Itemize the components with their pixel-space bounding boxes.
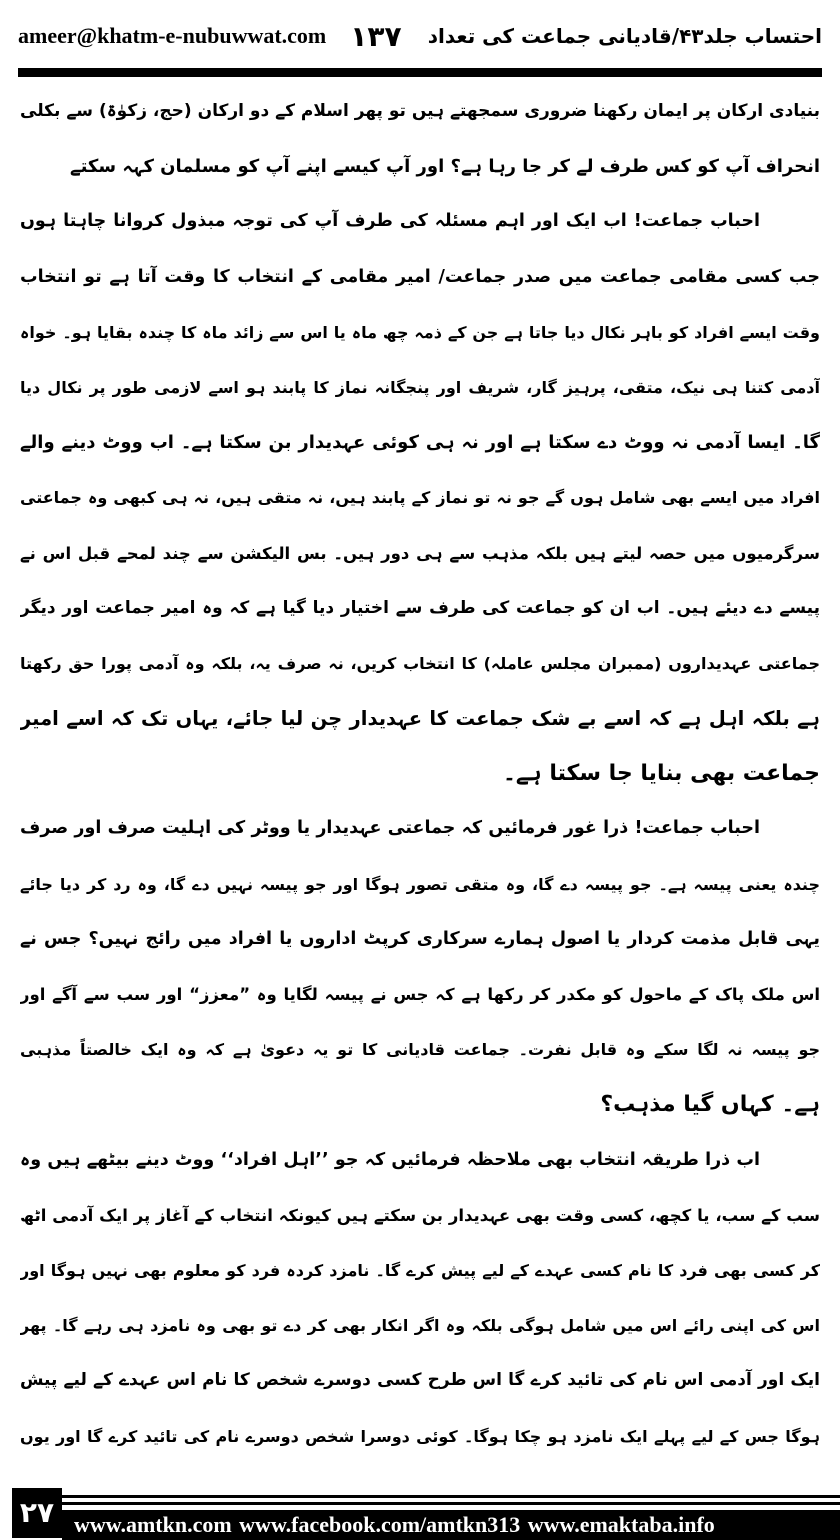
text-line: جب کسی مقامی جماعت میں صدر جماعت/ امیر مقامی کے انتخاب کا وقت آتا ہے تو انتخاب — [20, 266, 820, 287]
paragraph-start-line: اب ذرا طریقہ انتخاب بھی ملاحظہ فرمائیں کہ جو ’’اہل افراد‘‘ ووٹ دینے بیٹھے ہیں وہ — [20, 1149, 760, 1170]
footer-rule — [62, 1502, 840, 1505]
header-email: ameer@khatm-e-nubuwwat.com — [18, 23, 327, 48]
text-line: سرگرمیوں میں حصہ لیتے ہیں بلکہ مذہب سے ہی دور ہیں۔ بس الیکشن سے چند لمحے قبل اس نے — [20, 543, 820, 563]
text-line: پیسے دے دیئے ہیں۔ اب ان کو جماعت کی طرف سے اختیار دیا گیا ہے کہ وہ امیر جماعت اور دیگر — [20, 597, 820, 618]
page-body — [20, 84, 820, 1464]
paragraph-start-line: احباب جماعت! ذرا غور فرمائیں کہ جماعتی عہدیدار یا ووٹر کی اہلیت صرف اور صرف — [20, 818, 760, 839]
text-line: ہے۔ کہاں گیا مذہب؟ — [600, 1092, 820, 1118]
text-line: جو پیسہ نہ لگا سکے وہ قابل نفرت۔ جماعت قادیانی کا تو یہ دعویٰ ہے کہ وہ ایک خالصتاً مذہبی — [20, 1040, 820, 1060]
paragraph-start-line: احباب جماعت! اب ایک اور اہم مسئلہ کی طرف آپ کی توجہ مبذول کروانا چاہتا ہوں — [20, 211, 760, 232]
header-page-number: ۱۳۷ — [350, 19, 402, 53]
text-line: ایک اور آدمی اس نام کی تائید کرے گا اس طرح کسی دوسرے شخص کا نام اس عہدے کے لیے پیش — [20, 1370, 820, 1391]
text-line: گا۔ ایسا آدمی نہ ووٹ دے سکتا ہے اور نہ ہی کوئی عہدیدار بن سکتا ہے۔ اب ووٹ دینے والے — [20, 432, 820, 454]
text-line: جماعتی عہدیداروں (ممبران مجلس عاملہ) کا انتخاب کریں، نہ صرف یہ، بلکہ وہ آدمی پورا حق رکھتا — [20, 653, 820, 673]
footer-rule — [62, 1495, 840, 1498]
text-line: انحراف آپ کو کس طرف لے کر جا رہا ہے؟ اور آپ کیسے اپنے آپ کو مسلمان کہہ سکتے — [70, 156, 820, 178]
page-header — [18, 10, 822, 62]
text-line: اس ملک پاک کے ماحول کو مکدر کر رکھا ہے کہ جس نے پیسہ لگایا وہ ”معزز“ اور سب سے آگے اور — [20, 985, 820, 1004]
header-title: احتساب جلد۴۳/قادیانی جماعت کی تعداد — [427, 24, 822, 48]
text-line: وقت ایسے افراد کو باہر نکال دیا جاتا ہے جن کے ذمہ چھ ماہ یا اس سے زائد ماہ کا چندہ بقایا ہو۔ خواہ — [20, 322, 820, 342]
footer-links: www.amtkn.com www.facebook.com/amtkn313 www.emaktaba.info — [62, 1510, 840, 1540]
text-line: ہے بلکہ اہل ہے کہ اسے بے شک جماعت کا عہدیدار چن لیا جائے، یہاں تک کہ اسے امیر — [20, 707, 820, 731]
text-line: چندہ یعنی پیسہ ہے۔ جو پیسہ دے گا، وہ متقی تصور ہوگا اور جو پیسہ نہیں دے گا، وہ رد کر دیا جائے — [20, 874, 820, 894]
text-line: سب کے سب، یا کچھ، کسی وقت بھی عہدیدار بن سکتے ہیں کیونکہ انتخاب کے آغاز پر ایک آدمی اٹھ — [20, 1205, 820, 1225]
text-line: جماعت بھی بنایا جا سکتا ہے۔ — [502, 761, 820, 787]
text-line: آدمی کتنا ہی نیک، متقی، پرہیز گار، شریف اور پنجگانہ نماز کا پابند ہو اسے لازمی طور پر نکال دیا — [20, 377, 820, 397]
footer-page-number: ۲۷ — [12, 1488, 62, 1538]
text-line: اس کی اپنی رائے اس میں شامل ہوگی بلکہ وہ اگر انکار بھی کر دے تو بھی وہ نامزد ہی رہے گا۔ پھر — [20, 1316, 820, 1336]
text-line: کر کسی بھی فرد کا نام کسی عہدے کے لیے پیش کرے گا۔ نامزد کردہ فرد کو معلوم بھی نہیں ہوگا اور — [20, 1260, 820, 1280]
header-rule — [18, 68, 822, 77]
text-line: بنیادی ارکان پر ایمان رکھنا ضروری سمجھتے ہیں تو پھر اسلام کے دو ارکان (حج، زکوٰۃ) سے بکلی — [20, 101, 820, 121]
text-line: ہوگا جس کے لیے پہلے ایک نامزد ہو چکا ہوگا۔ کوئی دوسرا شخص دوسرے نام کی تائید کرے گا اور یوں — [20, 1426, 820, 1446]
text-line: یہی قابل مذمت کردار یا اصول ہمارے سرکاری کرپٹ اداروں یا افراد میں رائج نہیں؟ جس نے — [20, 928, 820, 949]
text-line: افراد میں ایسے بھی شامل ہوں گے جو نہ تو نماز کے پابند ہیں، نہ متقی ہیں، نہ ہی کبھی وہ جماعتی — [20, 488, 820, 508]
